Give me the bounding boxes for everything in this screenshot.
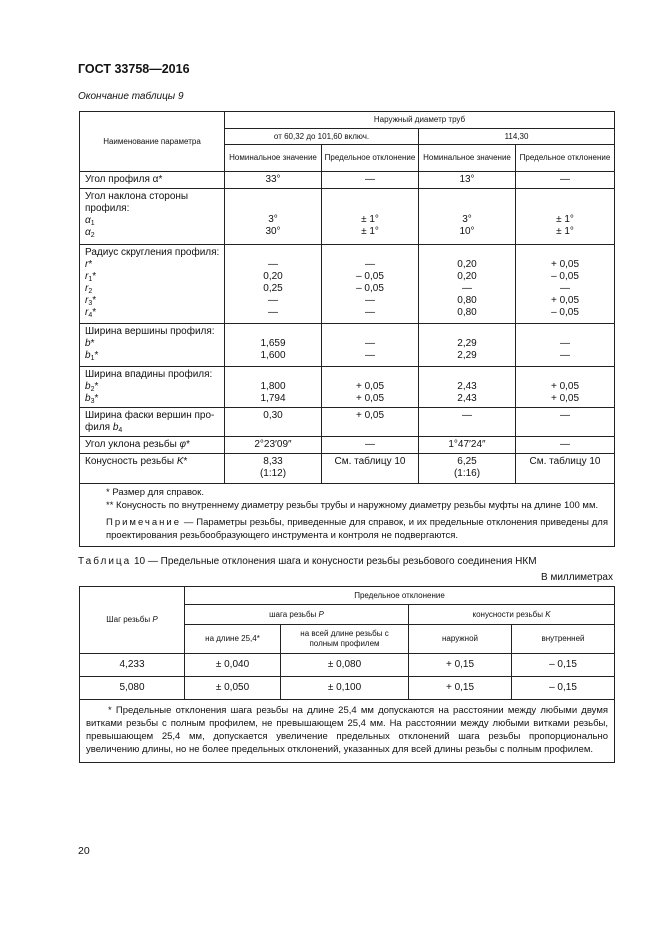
value-cell: 6,25 (1:16) <box>419 454 516 484</box>
table-continuation-caption: Окончание таблицы 9 <box>78 91 184 102</box>
value-cell: 1,800 1,794 <box>225 367 322 408</box>
table-row <box>80 367 615 408</box>
value-cell: + 0,05 – 0,05 — + 0,05 – 0,05 <box>516 245 615 324</box>
value-cell: — <box>516 172 615 189</box>
header-inner: внутренней <box>512 625 615 654</box>
param-profile-angle: Угол профиля α* <box>80 172 225 189</box>
table-label: Таблица <box>78 556 132 567</box>
param-symbol: $b_3*$ <box>85 393 99 405</box>
param-symbol: $b_1*$ <box>85 350 99 362</box>
header-range-2: 114,30 <box>419 129 615 145</box>
header-outer: наружной <box>409 625 512 654</box>
header-len254: на длине 25,4* <box>185 625 281 654</box>
value-cell: ± 1° ± 1° <box>322 189 419 245</box>
header-full-length: на всей длине резьбы с полным профилем <box>281 625 409 654</box>
value-cell: — <box>419 408 516 437</box>
table-row <box>80 189 615 245</box>
table-row <box>80 454 615 484</box>
value-cell: ± 0,100 <box>281 677 409 700</box>
param-symbol: $b_2*$ <box>85 381 99 393</box>
value-cell: ± 1° ± 1° <box>516 189 615 245</box>
header-taper: конусности резьбы K <box>409 605 615 625</box>
page-number: 20 <box>78 845 90 857</box>
units-label: В миллиметрах <box>541 572 613 583</box>
value-cell: 8,33 (1:12) <box>225 454 322 484</box>
value-cell: 33° <box>225 172 322 189</box>
header-limit-deviation: Предельное отклонение <box>185 587 615 605</box>
value-cell: 13° <box>419 172 516 189</box>
table-caption-text: 10 — Предельные отклонения шага и конусности резьбы резьбового соединения НКМ <box>134 556 537 567</box>
value-cell: 4,233 <box>80 654 185 677</box>
param-taper-angle: Угол уклона резьбы φ* <box>80 437 225 454</box>
footnote-taper: ** Конусность по внутреннему диаметру резьбы трубы и наружному диаметру резьбы муфты на длине 100 мм. <box>106 500 599 511</box>
value-cell: — <box>322 437 419 454</box>
param-symbol: $\alpha_1$ <box>85 215 95 227</box>
header-range-1: от 60,32 до 101,60 включ. <box>225 129 419 145</box>
param-taper: Конусность резьбы K* <box>80 454 225 484</box>
param-symbol: b* <box>85 338 95 349</box>
header-deviation-2: Предельное отклонение <box>516 145 615 172</box>
value-cell: ± 0,040 <box>185 654 281 677</box>
table9-footnotes <box>80 484 615 547</box>
header-outer-diameter: Наружный диаметр труб <box>225 112 615 129</box>
param-symbol: $r_2$ <box>85 283 93 295</box>
value-cell: 5,080 <box>80 677 185 700</box>
note-label: Примечание <box>106 517 181 528</box>
value-cell: — <box>516 437 615 454</box>
param-radius <box>80 245 225 324</box>
table-row <box>80 408 615 437</box>
param-symbol: r* <box>85 259 93 270</box>
param-label: Ширина впадины профиля: <box>85 369 213 380</box>
param-label: Угол наклона стороны профиля: <box>85 191 189 214</box>
param-symbol: $\alpha_2$ <box>85 227 95 239</box>
param-label: Ширина вершины профиля: <box>85 326 215 337</box>
value-cell: 0,30 <box>225 408 322 437</box>
header-param-name: Наименование параметра <box>80 112 225 172</box>
value-cell: — — <box>516 324 615 367</box>
value-cell: 1,659 1,600 <box>225 324 322 367</box>
value-cell: 3° 30° <box>225 189 322 245</box>
value-cell: — 0,20 0,25 — — <box>225 245 322 324</box>
table-row <box>80 437 615 454</box>
param-symbol: $r_1*$ <box>85 271 97 283</box>
value-cell: + 0,05 <box>322 408 419 437</box>
param-crest-width <box>80 324 225 367</box>
value-cell: + 0,15 <box>409 677 512 700</box>
value-cell: См. таблицу 10 <box>516 454 615 484</box>
param-symbol: $r_3*$ <box>85 295 97 307</box>
param-flank-angle <box>80 189 225 245</box>
value-cell: 2°23′09″ <box>225 437 322 454</box>
value-cell: 3° 10° <box>419 189 516 245</box>
param-symbol: $r_4*$ <box>85 307 97 319</box>
value-cell: 0,20 0,20 — 0,80 0,80 <box>419 245 516 324</box>
table-row <box>80 654 615 677</box>
header-deviation-1: Предельное отклонение <box>322 145 419 172</box>
value-cell: – 0,15 <box>512 654 615 677</box>
value-cell: ± 0,080 <box>281 654 409 677</box>
value-cell: – 0,15 <box>512 677 615 700</box>
table-row <box>80 172 615 189</box>
footnote-reference: * Размер для справок. <box>106 487 204 498</box>
value-cell: — — <box>322 324 419 367</box>
value-cell: + 0,15 <box>409 654 512 677</box>
value-cell: — – 0,05 – 0,05 — — <box>322 245 419 324</box>
header-nominal-2: Номинальное значение <box>419 145 516 172</box>
table-row <box>80 245 615 324</box>
value-cell: См. таблицу 10 <box>322 454 419 484</box>
table-row <box>80 324 615 367</box>
header-nominal-1: Номинальное значение <box>225 145 322 172</box>
value-cell: + 0,05 + 0,05 <box>322 367 419 408</box>
value-cell: ± 0,050 <box>185 677 281 700</box>
value-cell: + 0,05 + 0,05 <box>516 367 615 408</box>
value-cell: 2,43 2,43 <box>419 367 516 408</box>
value-cell: — <box>516 408 615 437</box>
note-text: — Параметры резьбы, приведенные для справок, и их предельные отклонения приведены для проектирования резьбообразующего инструмента и контроля не подвергаются. <box>106 517 608 541</box>
document-header: ГОСТ 33758—2016 <box>78 62 190 76</box>
table-row <box>80 677 615 700</box>
table-9 <box>79 111 615 547</box>
table10-footnote: * Предельные отклонения шага резьбы на длине 25,4 мм допускаются на расстоянии между любыми двумя витками резьбы с полным профилем, не превышающем 25,4 мм. На расстоянии между любыми витками резьбы, превышающем 25,4 мм, допускается увеличение предельных отклонений шага резьбы пропорционально увеличению длины, но не более предельных отклонений, указанных для всей длины резьбы с полным профилем. <box>80 700 615 763</box>
value-cell: — <box>322 172 419 189</box>
table-10 <box>79 586 615 763</box>
header-pitch: шага резьбы P <box>185 605 409 625</box>
value-cell: 2,29 2,29 <box>419 324 516 367</box>
header-step: Шаг резьбы P <box>80 587 185 654</box>
table9-note <box>106 516 608 542</box>
param-chamfer: Ширина фаски вершин про- филя $b_4$ <box>80 408 225 437</box>
param-root-width <box>80 367 225 408</box>
table-10-caption <box>78 556 537 567</box>
param-label: Радиус скругления профиля: <box>85 247 220 258</box>
value-cell: 1°47′24″ <box>419 437 516 454</box>
